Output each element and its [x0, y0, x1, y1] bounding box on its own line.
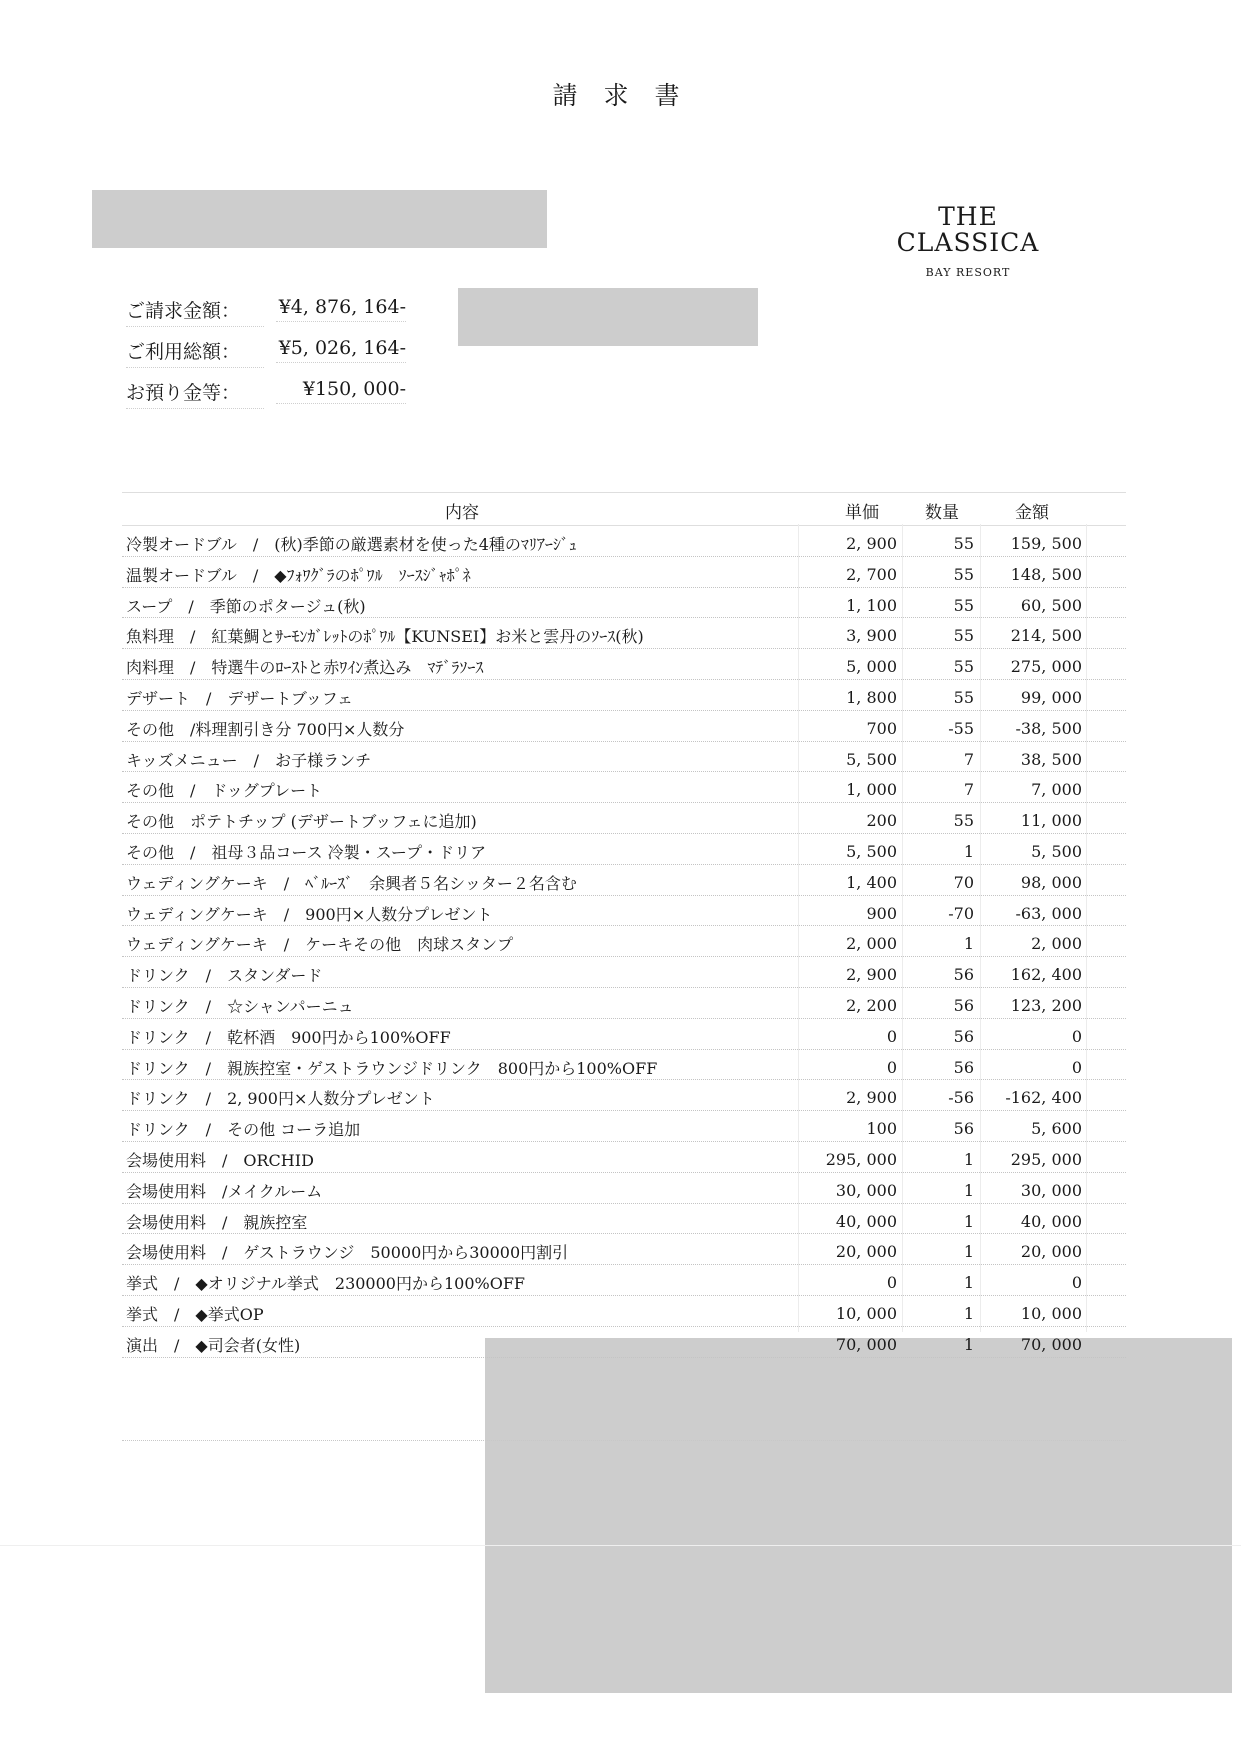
row-amount: 99, 000 — [1020, 687, 1082, 707]
logo-subtitle: BAY RESORT — [925, 266, 1011, 279]
row-description: 会場使用料 /メイクルーム — [126, 1181, 323, 1201]
row-amount: 275, 000 — [1010, 657, 1082, 677]
row-amount: 5, 500 — [1031, 841, 1082, 861]
row-amount: 7, 000 — [1031, 780, 1082, 800]
row-amount: 10, 000 — [1020, 1303, 1082, 1323]
row-description: その他 /料理割引き分 700円×人数分 — [126, 719, 405, 739]
redacted-footer-block — [485, 1338, 1232, 1693]
row-description: デザート / デザートブッフェ — [126, 688, 353, 708]
row-amount: -63, 000 — [1015, 903, 1082, 923]
row-unit-price: 295, 000 — [825, 1149, 897, 1169]
row-unit-price: 70, 000 — [835, 1334, 897, 1354]
row-quantity: 55 — [953, 687, 974, 707]
redacted-info-block — [458, 288, 758, 346]
row-unit-price: 30, 000 — [835, 1180, 897, 1200]
row-unit-price: 200 — [866, 811, 897, 831]
row-description: ドリンク / スタンダード — [126, 966, 323, 986]
row-unit-price: 20, 000 — [835, 1242, 897, 1262]
table-row — [122, 1296, 1126, 1327]
row-unit-price: 0 — [886, 1273, 897, 1293]
table-row — [122, 526, 1126, 557]
row-amount: -38, 500 — [1015, 718, 1082, 738]
row-amount: 11, 000 — [1020, 811, 1082, 831]
row-amount: 148, 500 — [1010, 564, 1082, 584]
row-unit-price: 1, 800 — [846, 687, 897, 707]
row-amount: 2, 000 — [1031, 934, 1082, 954]
row-unit-price: 1, 400 — [846, 872, 897, 892]
row-description: 会場使用料 / 親族控室 — [126, 1212, 308, 1232]
row-amount: 30, 000 — [1020, 1180, 1082, 1200]
row-description: 会場使用料 / ゲストラウンジ 50000円から30000円割引 — [126, 1243, 569, 1263]
table-row — [122, 711, 1126, 742]
row-quantity: 55 — [953, 564, 974, 584]
logo-line-2: CLASSICA — [896, 228, 1040, 257]
row-description: ウェディングケーキ / ﾍﾞﾙｰｽﾞ 余興者５名シッター２名含む — [126, 873, 577, 893]
row-quantity: 1 — [963, 1273, 974, 1293]
row-unit-price: 3, 900 — [846, 626, 897, 646]
row-description: ドリンク / 親族控室・ゲストラウンジドリンク 800円から100%OFF — [126, 1058, 658, 1078]
row-description: 挙式 / ◆オリジナル挙式 230000円から100%OFF — [126, 1274, 526, 1294]
row-amount: 20, 000 — [1020, 1242, 1082, 1262]
row-amount: 40, 000 — [1020, 1211, 1082, 1231]
row-amount: 5, 600 — [1031, 1119, 1082, 1139]
row-description: 温製オードブル / ◆ﾌｫﾜｸﾞﾗのﾎﾟﾜﾙ ｿｰｽｼﾞｬﾎﾟﾈ — [126, 565, 471, 585]
row-unit-price: 0 — [886, 1026, 897, 1046]
row-quantity: -70 — [948, 903, 974, 923]
row-quantity: 1 — [963, 1303, 974, 1323]
row-unit-price: 2, 900 — [846, 965, 897, 985]
row-quantity: 1 — [963, 934, 974, 954]
row-amount: 0 — [1071, 1273, 1082, 1293]
row-unit-price: 2, 200 — [846, 995, 897, 1015]
row-quantity: 55 — [953, 657, 974, 677]
row-quantity: 55 — [953, 811, 974, 831]
table-row — [122, 1142, 1126, 1173]
table-row — [122, 803, 1126, 834]
table-row — [122, 988, 1126, 1019]
table-row — [122, 1265, 1126, 1296]
table-row — [122, 618, 1126, 649]
table-row — [122, 1204, 1126, 1235]
row-description: その他 ポテトチップ (デザートブッフェに追加) — [126, 812, 477, 832]
redacted-recipient-block — [92, 190, 547, 248]
row-amount: 0 — [1071, 1057, 1082, 1077]
row-quantity: 56 — [953, 965, 974, 985]
table-row — [122, 557, 1126, 588]
table-row — [122, 957, 1126, 988]
logo-line-1: THE — [938, 202, 998, 231]
table-row — [122, 742, 1126, 773]
header-description: 内容 — [445, 503, 479, 523]
row-quantity: 70 — [953, 872, 974, 892]
header-quantity: 数量 — [925, 503, 959, 523]
row-unit-price: 700 — [866, 718, 897, 738]
row-quantity: 56 — [953, 1026, 974, 1046]
divider-line — [0, 1545, 1241, 1546]
table-row — [122, 834, 1126, 865]
row-quantity: -55 — [948, 718, 974, 738]
row-unit-price: 1, 000 — [846, 780, 897, 800]
row-quantity: 56 — [953, 1119, 974, 1139]
row-description: 演出 / ◆司会者(女性) — [126, 1335, 301, 1355]
table-row — [122, 926, 1126, 957]
row-quantity: 56 — [953, 995, 974, 1015]
row-quantity: 1 — [963, 1242, 974, 1262]
row-quantity: 55 — [953, 595, 974, 615]
table-row — [122, 588, 1126, 619]
table-row — [122, 1080, 1126, 1111]
row-unit-price: 40, 000 — [835, 1211, 897, 1231]
summary-label: ご利用総額： — [126, 337, 264, 368]
row-unit-price: 2, 900 — [846, 1088, 897, 1108]
row-amount: 98, 000 — [1020, 872, 1082, 892]
summary-value: ¥4, 876, 164- — [276, 296, 406, 322]
row-quantity: 1 — [963, 841, 974, 861]
table-row — [122, 649, 1126, 680]
row-unit-price: 10, 000 — [835, 1303, 897, 1323]
table-row — [122, 865, 1126, 896]
row-amount: -162, 400 — [1005, 1088, 1082, 1108]
row-amount: 214, 500 — [1010, 626, 1082, 646]
row-unit-price: 2, 000 — [846, 934, 897, 954]
table-row — [122, 896, 1126, 927]
table-body — [122, 526, 1126, 1358]
table-row — [122, 1111, 1126, 1142]
row-amount: 159, 500 — [1010, 534, 1082, 553]
table-header — [122, 492, 1126, 526]
row-unit-price: 900 — [866, 903, 897, 923]
row-unit-price: 2, 700 — [846, 564, 897, 584]
table-row — [122, 1234, 1126, 1265]
company-logo — [888, 204, 1048, 279]
header-unit-price: 単価 — [845, 503, 879, 523]
row-description: 魚料理 / 紅葉鯛とｻｰﾓﾝｶﾞﾚｯﾄのﾎﾟﾜﾙ【KUNSEI】お米と雲丹のｿｰｽ(秋) — [126, 627, 644, 647]
row-amount: 38, 500 — [1020, 749, 1082, 769]
document-title: 請 求 書 — [552, 81, 689, 110]
row-description: 挙式 / ◆挙式OP — [126, 1304, 264, 1324]
row-quantity: 7 — [963, 749, 974, 769]
row-amount: 295, 000 — [1010, 1149, 1082, 1169]
row-description: 冷製オードブル / (秋)季節の厳選素材を使った4種のﾏﾘｱｰｼﾞｭ — [126, 535, 577, 554]
row-quantity: 55 — [953, 626, 974, 646]
row-amount: 70, 000 — [1020, 1334, 1082, 1354]
row-description: ウェディングケーキ / ケーキその他 肉球スタンプ — [126, 935, 514, 955]
row-description: キッズメニュー / お子様ランチ — [126, 750, 372, 770]
row-quantity: 1 — [963, 1149, 974, 1169]
summary-value: ¥150, 000- — [276, 378, 406, 404]
row-quantity: 1 — [963, 1180, 974, 1200]
row-quantity: 1 — [963, 1334, 974, 1354]
row-unit-price: 5, 500 — [846, 841, 897, 861]
row-description: ドリンク / 乾杯酒 900円から100%OFF — [126, 1027, 451, 1047]
row-description: 会場使用料 / ORCHID — [126, 1150, 314, 1170]
row-description: ドリンク / ☆シャンパーニュ — [126, 996, 354, 1016]
summary-value: ¥5, 026, 164- — [276, 337, 406, 363]
row-unit-price: 1, 100 — [846, 595, 897, 615]
table-row — [122, 1173, 1126, 1204]
row-description: その他 / ドッグプレート — [126, 781, 323, 801]
row-quantity: 56 — [953, 1057, 974, 1077]
row-amount: 60, 500 — [1020, 595, 1082, 615]
row-quantity: 55 — [953, 534, 974, 553]
divider-line — [122, 1440, 1126, 1441]
table-row — [122, 1050, 1126, 1081]
row-quantity: 7 — [963, 780, 974, 800]
summary-label: お預り金等： — [126, 378, 264, 409]
row-amount: 0 — [1071, 1026, 1082, 1046]
table-row — [122, 1019, 1126, 1050]
row-description: 肉料理 / 特選牛のﾛｰｽﾄと赤ﾜｲﾝ煮込み ﾏﾃﾞﾗｿｰｽ — [126, 658, 484, 678]
row-quantity: -56 — [948, 1088, 974, 1108]
row-description: ドリンク / 2, 900円×人数分プレゼント — [126, 1089, 435, 1109]
row-unit-price: 5, 000 — [846, 657, 897, 677]
row-unit-price: 100 — [866, 1119, 897, 1139]
invoice-table — [122, 492, 1126, 1358]
table-row — [122, 1327, 1126, 1358]
row-amount: 162, 400 — [1010, 965, 1082, 985]
row-unit-price: 5, 500 — [846, 749, 897, 769]
row-description: ドリンク / その他 コーラ追加 — [126, 1120, 361, 1140]
row-unit-price: 2, 900 — [846, 534, 897, 553]
table-row — [122, 680, 1126, 711]
row-description: スープ / 季節のポタージュ(秋) — [126, 596, 366, 616]
row-amount: 123, 200 — [1010, 995, 1082, 1015]
summary-label: ご請求金額： — [126, 296, 264, 327]
row-description: その他 / 祖母３品コース 冷製・スープ・ドリア — [126, 842, 487, 862]
row-description: ウェディングケーキ / 900円×人数分プレゼント — [126, 904, 493, 924]
row-quantity: 1 — [963, 1211, 974, 1231]
header-amount: 金額 — [1015, 503, 1049, 523]
row-unit-price: 0 — [886, 1057, 897, 1077]
table-row — [122, 772, 1126, 803]
